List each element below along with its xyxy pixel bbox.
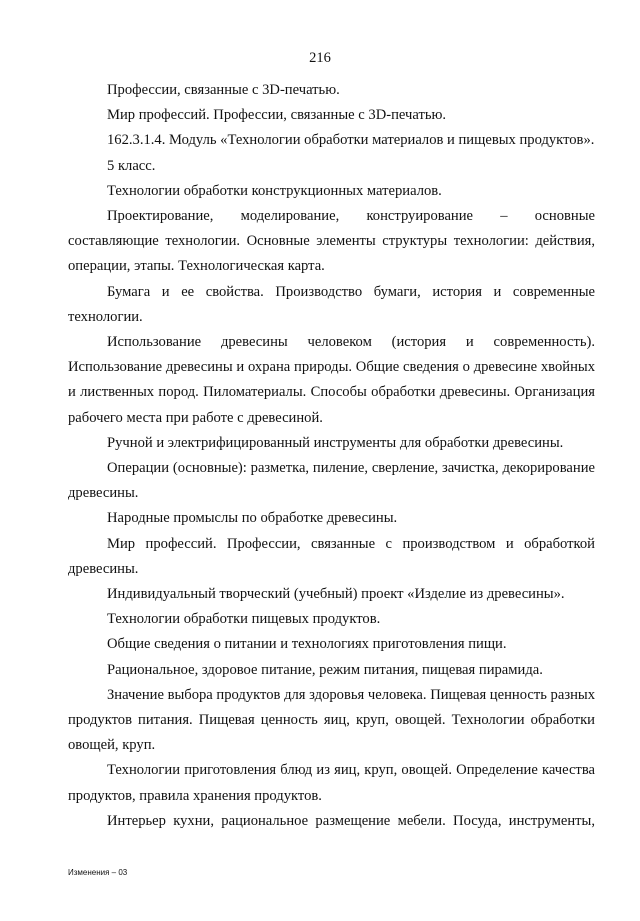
paragraph: Использование древесины человеком (история и современность). Использование древесины и охрана природы. Общие сведения о древесине хвойных и лиственных пород. Пиломатериалы. Способы обработки древесины. Организация рабочего места при работе с древесиной. bbox=[68, 334, 595, 426]
paragraph: 5 класс. bbox=[107, 157, 156, 174]
paragraph: Бумага и ее свойства. Производство бумаги, история и современные технологии. bbox=[68, 283, 595, 325]
page-number: 216 bbox=[309, 50, 331, 66]
paragraph: Рациональное, здоровое питание, режим питания, пищевая пирамида. bbox=[107, 661, 543, 678]
document-body bbox=[68, 78, 595, 834]
paragraph: Проектирование, моделирование, конструирование – основные составляющие технологии. Основные элементы структуры технологии: действия, операции, этапы. Технологическая карта. bbox=[68, 208, 595, 275]
paragraph: Интерьер кухни, рациональное размещение мебели. Посуда, инструменты, bbox=[107, 812, 595, 829]
paragraph: Ручной и электрифицированный инструменты для обработки древесины. bbox=[107, 434, 564, 451]
paragraph: Технологии обработки пищевых продуктов. bbox=[107, 611, 381, 628]
paragraph: Операции (основные): разметка, пиление, сверление, зачистка, декорирование древесины. bbox=[68, 460, 595, 502]
paragraph: Профессии, связанные с 3D-печатью. bbox=[107, 82, 340, 98]
paragraph: Индивидуальный творческий (учебный) проект «Изделие из древесины». bbox=[107, 586, 565, 603]
paragraph: Народные промыслы по обработке древесины. bbox=[107, 510, 398, 527]
paragraph: Мир профессий. Профессии, связанные с 3D-печатью. bbox=[107, 107, 447, 124]
paragraph: Общие сведения о питании и технологиях приготовления пищи. bbox=[107, 636, 507, 653]
revision-footer: Изменения – 03 bbox=[68, 868, 128, 877]
paragraph: Значение выбора продуктов для здоровья человека. Пищевая ценность разных продуктов питания. Пищевая ценность яиц, круп, овощей. Технологии обработки овощей, круп. bbox=[68, 686, 595, 754]
paragraph: Технологии приготовления блюд из яиц, круп, овощей. Определение качества продуктов, правила хранения продуктов. bbox=[68, 762, 595, 804]
paragraph: Мир профессий. Профессии, связанные с производством и обработкой древесины. bbox=[68, 535, 595, 577]
paragraph: Технологии обработки конструкционных материалов. bbox=[107, 182, 442, 199]
paragraph: 162.3.1.4. Модуль «Технологии обработки материалов и пищевых продуктов». bbox=[107, 132, 595, 149]
